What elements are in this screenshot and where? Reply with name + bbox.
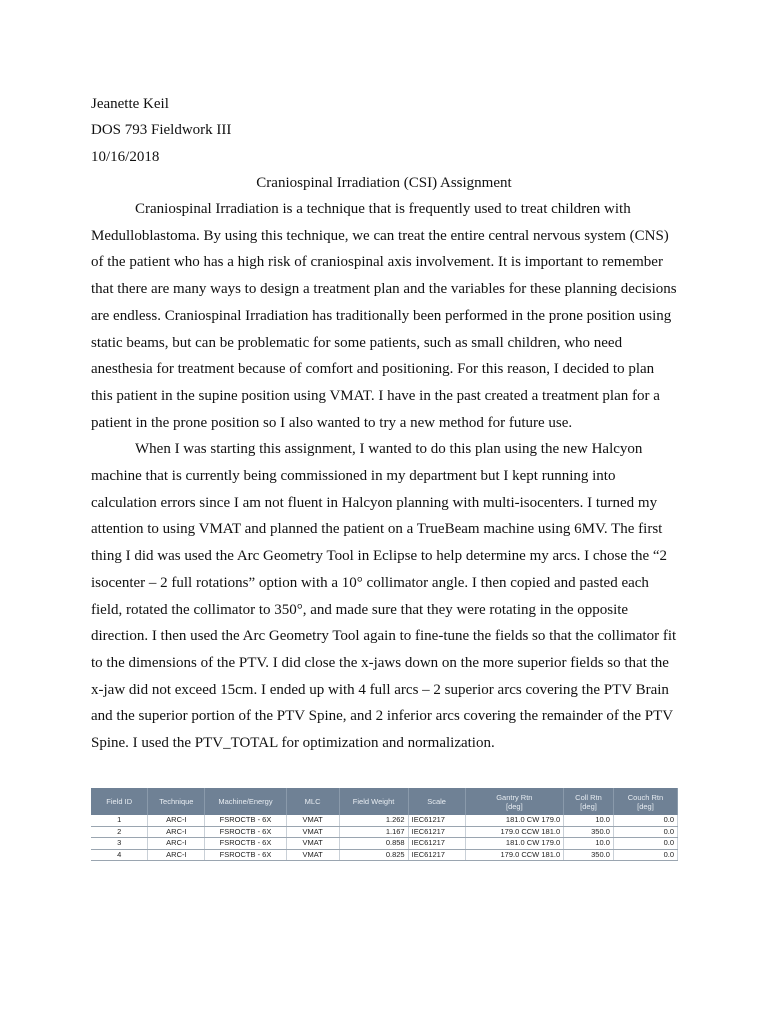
cell-scale: IEC61217 xyxy=(408,849,465,861)
cell-couch-rtn: 0.0 xyxy=(613,826,677,838)
cell-mlc: VMAT xyxy=(286,849,339,861)
cell-mlc: VMAT xyxy=(286,815,339,826)
document-date: 10/16/2018 xyxy=(91,149,160,165)
cell-gantry-rtn: 181.0 CW 179.0 xyxy=(465,815,564,826)
col-field-id: Field ID xyxy=(91,788,148,815)
cell-technique: ARC-I xyxy=(148,815,205,826)
col-machine-energy: Machine/Energy xyxy=(205,788,286,815)
cell-coll-rtn: 350.0 xyxy=(564,826,614,838)
cell-field-weight: 1.262 xyxy=(339,815,408,826)
cell-scale: IEC61217 xyxy=(408,826,465,838)
cell-coll-rtn: 10.0 xyxy=(564,838,614,850)
paragraph-1: Craniospinal Irradiation is a technique that is frequently used to treat children with Medulloblastoma. By using this technique, we can treat the entire central nervous system (CNS) of the patient who has a high risk of craniospinal axis involvement. It is important to remember that there are many ways to design a treatment plan and the variables for these planning decisions are endless. Craniospinal Irradiation has traditionally been performed in the prone position using static beams, but can be problematic for some patients, such as small children, who need anesthesia for treatment because of comfort and positioning. For this reason, I decided to plan this patient in the supine position using VMAT. I have in the past created a treatment plan for a patient in the prone position so I also wanted to try a new method for future use. xyxy=(91,201,677,431)
table-row xyxy=(91,826,678,838)
col-mlc: MLC xyxy=(286,788,339,815)
col-field-weight: Field Weight xyxy=(339,788,408,815)
cell-scale: IEC61217 xyxy=(408,838,465,850)
cell-machine-energy: FSROCTB - 6X xyxy=(205,826,286,838)
cell-field-id: 1 xyxy=(91,815,148,826)
cell-mlc: VMAT xyxy=(286,826,339,838)
cell-field-weight: 1.167 xyxy=(339,826,408,838)
author-name: Jeanette Keil xyxy=(91,96,169,112)
cell-gantry-rtn: 179.0 CCW 181.0 xyxy=(465,826,564,838)
cell-couch-rtn: 0.0 xyxy=(613,849,677,861)
cell-field-id: 4 xyxy=(91,849,148,861)
document-title: Craniospinal Irradiation (CSI) Assignment xyxy=(256,175,512,191)
table-row xyxy=(91,849,678,861)
table-row xyxy=(91,838,678,850)
cell-machine-energy: FSROCTB - 6X xyxy=(205,815,286,826)
cell-coll-rtn: 10.0 xyxy=(564,815,614,826)
cell-gantry-rtn: 181.0 CW 179.0 xyxy=(465,838,564,850)
cell-machine-energy: FSROCTB - 6X xyxy=(205,849,286,861)
cell-field-weight: 0.858 xyxy=(339,838,408,850)
paragraph-2: When I was starting this assignment, I wanted to do this plan using the new Halcyon machine that is currently being commissioned in my department but I kept running into calculation errors since I am not fluent in Halcyon planning with multi-isocenters. I turned my attention to using VMAT and planned the patient on a TrueBeam machine using 6MV. The first thing I did was used the Arc Geometry Tool in Eclipse to help determine my arcs. I chose the “2 isocenter – 2 full rotations” option with a 10° collimator angle. I then copied and pasted each field, rotated the collimator to 350°, and made sure that they were rotating in the opposite direction. I then used the Arc Geometry Tool again to fine-tune the fields so that the collimator fit to the dimensions of the PTV. I did close the x-jaws down on the more superior fields so that the x-jaw did not exceed 15cm. I ended up with 4 full arcs – 2 superior arcs covering the PTV Brain and the superior portion of the PTV Spine, and 2 inferior arcs covering the remainder of the PTV Spine. I used the PTV_TOTAL for optimization and normalization. xyxy=(91,441,677,752)
cell-technique: ARC-I xyxy=(148,849,205,861)
field-table xyxy=(91,788,678,861)
col-couch-rtn: Couch Rtn [deg] xyxy=(613,788,677,815)
table-header-row xyxy=(91,788,678,815)
cell-technique: ARC-I xyxy=(148,826,205,838)
cell-couch-rtn: 0.0 xyxy=(613,815,677,826)
cell-scale: IEC61217 xyxy=(408,815,465,826)
course-name: DOS 793 Fieldwork III xyxy=(91,122,232,138)
cell-gantry-rtn: 179.0 CCW 181.0 xyxy=(465,849,564,861)
col-technique: Technique xyxy=(148,788,205,815)
cell-technique: ARC-I xyxy=(148,838,205,850)
cell-couch-rtn: 0.0 xyxy=(613,838,677,850)
table-row xyxy=(91,815,678,826)
document-body xyxy=(91,196,678,757)
cell-field-id: 3 xyxy=(91,838,148,850)
col-scale: Scale xyxy=(408,788,465,815)
cell-mlc: VMAT xyxy=(286,838,339,850)
col-gantry-rtn: Gantry Rtn [deg] xyxy=(465,788,564,815)
cell-machine-energy: FSROCTB - 6X xyxy=(205,838,286,850)
cell-coll-rtn: 350.0 xyxy=(564,849,614,861)
col-coll-rtn: Coll Rtn [deg] xyxy=(564,788,614,815)
cell-field-id: 2 xyxy=(91,826,148,838)
cell-field-weight: 0.825 xyxy=(339,849,408,861)
